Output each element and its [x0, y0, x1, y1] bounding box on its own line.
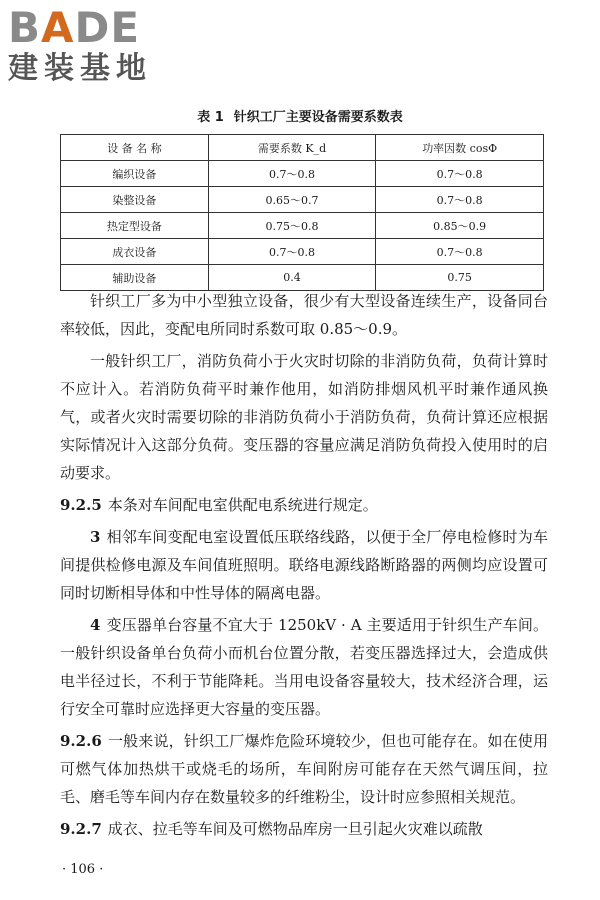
table-row	[61, 239, 544, 265]
body-text	[60, 287, 548, 847]
section-number: 9.2.6	[60, 732, 102, 750]
table-cell: 热定型设备	[61, 213, 209, 239]
table-cell: 编织设备	[61, 161, 209, 187]
table-cell: 成衣设备	[61, 239, 209, 265]
page-number: · 106 ·	[62, 862, 104, 877]
section-number: 9.2.7	[60, 820, 102, 838]
header-power-factor: 功率因数 cosΦ	[376, 135, 544, 161]
table-row	[61, 187, 544, 213]
logo-mark: BADE	[8, 3, 141, 52]
table-cell: 染整设备	[61, 187, 209, 213]
table-cell: 0.7～0.8	[376, 187, 544, 213]
section-paragraph: 9.2.6 一般来说，针织工厂爆炸危险环境较少，但也可能存在。如在使用可燃气体加热烘干或烧毛的场所，车间附房可能存在天然气调压间，拉毛、磨毛等车间内存在数量较多的纤维粉尘，设计时应参照相关规范。	[60, 732, 548, 806]
item-number: 4	[90, 616, 101, 634]
section-number: 9.2.5	[60, 496, 102, 514]
table-cell: 0.7～0.8	[376, 239, 544, 265]
table-header-row	[61, 135, 544, 161]
table-cell: 0.85～0.9	[376, 213, 544, 239]
table-row	[61, 161, 544, 187]
section-paragraph: 9.2.7 成衣、拉毛等车间及可燃物品库房一旦引起火灾难以疏散	[60, 820, 483, 838]
paragraph: 3 相邻车间变配电室设置低压联络线路，以便于全厂停电检修时为车间提供检修电源及车间值班照明。联络电源线路断路器的两侧均应设置可同时切断相导体和中性导体的隔离电器。	[60, 528, 548, 602]
section-paragraph: 9.2.5 本条对车间配电室供配电系统进行规定。	[60, 496, 378, 514]
table-cell: 0.4	[208, 265, 376, 291]
header-demand-coefficient: 需要系数 K_d	[208, 135, 376, 161]
table-cell: 0.7～0.8	[208, 161, 376, 187]
table-cell: 0.75～0.8	[208, 213, 376, 239]
table-title: 表 1 针织工厂主要设备需要系数表	[197, 110, 403, 125]
logo-subtitle: 建装基地	[8, 51, 152, 86]
logo	[8, 3, 180, 92]
table-cell: 0.65～0.7	[208, 187, 376, 213]
table-cell: 0.7～0.8	[376, 161, 544, 187]
header-equipment: 设 备 名 称	[61, 135, 209, 161]
paragraph: 一般针织工厂，消防负荷小于火灾时切除的非消防负荷，负荷计算时不应计入。若消防负荷平时兼作他用，如消防排烟风机平时兼作通风换气，或者火灾时需要切除的非消防负荷小于消防负荷，负荷计算还应根据实际情况计入这部分负荷。变压器的容量应满足消防负荷投入使用时的启动要求。	[60, 352, 548, 482]
table-cell: 0.75	[376, 265, 544, 291]
table-cell: 0.7～0.8	[208, 239, 376, 265]
paragraph: 针织工厂多为中小型独立设备，很少有大型设备连续生产，设备同台率较低，因此，变配电所同时系数可取 0.85～0.9。	[60, 292, 548, 338]
table-row	[61, 213, 544, 239]
table-cell: 辅助设备	[61, 265, 209, 291]
coefficient-table	[60, 134, 544, 291]
paragraph: 4 变压器单台容量不宜大于 1250kV · A 主要适用于针织生产车间。一般针织设备单台负荷小而机台位置分散，若变压器选择过大，会造成供电半径过长，不利于节能降耗。当用电设备容量较大，技术经济合理，运行安全可靠时应选择更大容量的变压器。	[60, 616, 548, 718]
item-number: 3	[90, 528, 101, 546]
